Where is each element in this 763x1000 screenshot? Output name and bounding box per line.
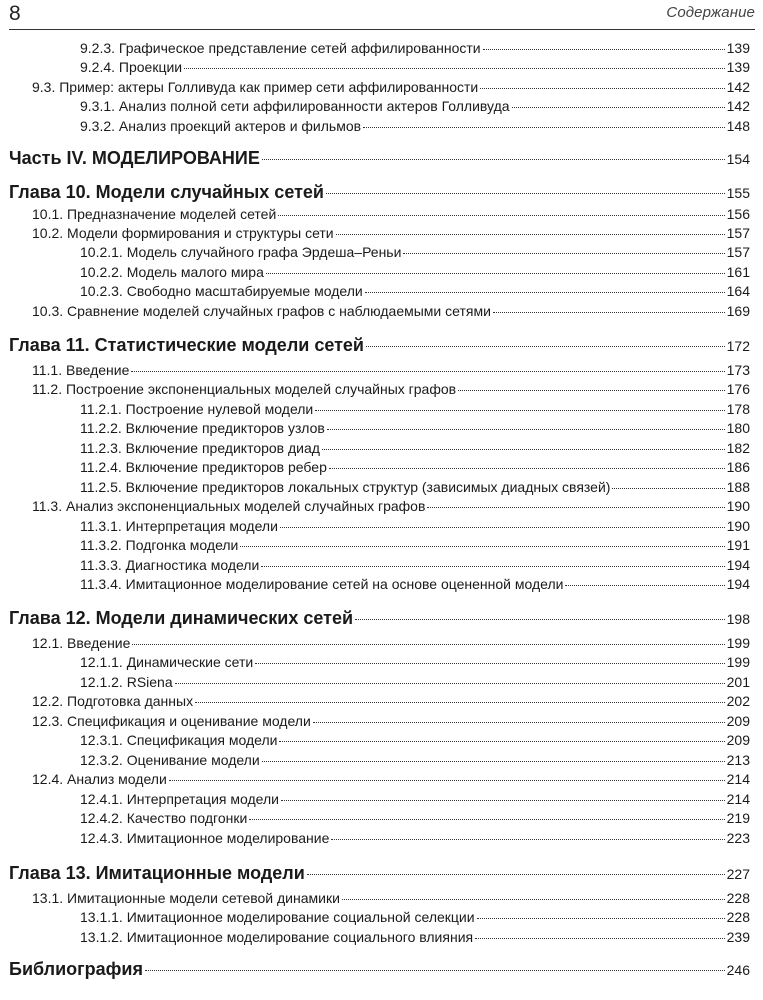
- toc-title: 11.2.1. Построение нулевой модели: [80, 401, 314, 417]
- toc-title: 9.3.1. Анализ полной сети аффилированности актеров Голливуда: [80, 98, 510, 114]
- leader-dots: [483, 49, 725, 50]
- toc-entry: [0, 97, 750, 116]
- toc-entry: [0, 380, 750, 399]
- toc-page-number: 213: [726, 752, 750, 768]
- toc-entry: [0, 39, 750, 58]
- toc-title: 12.1.2. RSiena: [80, 674, 173, 690]
- toc-page-number: 219: [726, 810, 750, 826]
- toc-page-number: 157: [726, 244, 750, 260]
- toc-title: 11.3. Анализ экспоненциальных моделей случайных графов: [32, 498, 426, 514]
- toc-heading: [0, 958, 750, 982]
- toc-entry: [0, 634, 750, 653]
- leader-dots: [262, 159, 725, 160]
- toc-entry: [0, 458, 750, 477]
- toc-page-number: 199: [726, 654, 750, 670]
- toc-entry: [0, 536, 750, 555]
- toc-title: Часть IV. МОДЕЛИРОВАНИЕ: [9, 148, 260, 168]
- leader-dots: [169, 780, 725, 781]
- toc-entry: [0, 712, 750, 731]
- toc-entry: [0, 224, 750, 243]
- toc-entry: [0, 770, 750, 789]
- toc-entry: [0, 302, 750, 321]
- toc-title: 11.3.1. Интерпретация модели: [80, 518, 278, 534]
- toc-title: 11.2.5. Включение предикторов локальных структур (зависимых диадных связей): [80, 479, 611, 495]
- toc-page-number: 142: [726, 79, 750, 95]
- leader-dots: [322, 449, 725, 450]
- leader-dots: [475, 938, 725, 939]
- leader-dots: [307, 874, 725, 875]
- toc-entry: [0, 263, 750, 282]
- toc-title: 12.2. Подготовка данных: [32, 693, 194, 709]
- toc-title: Глава 13. Имитационные модели: [9, 863, 305, 883]
- toc-page-number: 209: [726, 732, 750, 748]
- toc-title: 10.2.3. Свободно масштабируемые модели: [80, 283, 363, 299]
- toc-page-number: 228: [726, 890, 750, 906]
- leader-dots: [427, 507, 724, 508]
- toc-page-number: 194: [726, 557, 750, 573]
- toc-title: 9.2.3. Графическое представление сетей аффилированности: [80, 40, 481, 56]
- toc-page-number: 214: [726, 771, 750, 787]
- toc-title: 12.4. Анализ модели: [32, 771, 167, 787]
- toc-title: 12.1.1. Динамические сети: [80, 654, 254, 670]
- toc-page-number: 139: [726, 40, 750, 56]
- toc-entry: [0, 205, 750, 224]
- toc-title: 10.2.1. Модель случайного графа Эрдеша–Реньи: [80, 244, 402, 260]
- toc-entry: [0, 790, 750, 809]
- toc-entry: [0, 78, 750, 97]
- leader-dots: [458, 390, 725, 391]
- toc-heading: [0, 607, 750, 631]
- toc-heading: [0, 147, 750, 171]
- toc-page-number: 182: [726, 440, 750, 456]
- toc-page-number: 239: [726, 929, 750, 945]
- toc-entry: [0, 692, 750, 711]
- toc-entry: [0, 282, 750, 301]
- leader-dots: [480, 88, 724, 89]
- leader-dots: [279, 741, 724, 742]
- toc-page-number: 157: [726, 225, 750, 241]
- toc-page-number: 180: [726, 420, 750, 436]
- toc-page-number: 169: [726, 303, 750, 319]
- leader-dots: [326, 193, 725, 194]
- toc-title: 12.3.1. Спецификация модели: [80, 732, 278, 748]
- toc-title: 12.4.3. Имитационное моделирование: [80, 830, 330, 846]
- toc-title: 13.1.2. Имитационное моделирование социального влияния: [80, 929, 474, 945]
- toc-entry: [0, 751, 750, 770]
- toc-title: 9.3. Пример: актеры Голливуда как пример сети аффилированности: [32, 79, 479, 95]
- leader-dots: [315, 410, 724, 411]
- toc-entry: [0, 517, 750, 536]
- toc-page-number: 186: [726, 459, 750, 475]
- toc-heading: [0, 181, 750, 205]
- toc-heading: [0, 862, 750, 886]
- toc-page-number: 227: [726, 866, 750, 882]
- toc-page-number: 148: [726, 118, 750, 134]
- toc-page-number: 194: [726, 576, 750, 592]
- toc-title: 11.3.3. Диагностика модели: [80, 557, 260, 573]
- toc-title: 11.1. Введение: [32, 362, 130, 378]
- toc-title: Библиография: [9, 959, 143, 979]
- toc-title: 13.1.1. Имитационное моделирование социальной селекции: [80, 909, 475, 925]
- toc-page-number: 201: [726, 674, 750, 690]
- toc-title: 11.2.2. Включение предикторов узлов: [80, 420, 325, 436]
- toc-page-number: 202: [726, 693, 750, 709]
- toc-title: 10.1. Предназначение моделей сетей: [32, 206, 277, 222]
- toc-page-number: 209: [726, 713, 750, 729]
- toc-page-number: 223: [726, 830, 750, 846]
- toc-page-number: 156: [726, 206, 750, 222]
- toc-entry: [0, 497, 750, 516]
- toc-entry: [0, 243, 750, 262]
- toc-page-number: 214: [726, 791, 750, 807]
- toc-entry: [0, 653, 750, 672]
- page-number: 8: [9, 2, 21, 25]
- toc-entry: [0, 731, 750, 750]
- leader-dots: [477, 918, 725, 919]
- toc-title: 12.1. Введение: [32, 635, 131, 651]
- leader-dots: [266, 273, 725, 274]
- toc-page-number: 190: [726, 498, 750, 514]
- leader-dots: [195, 702, 725, 703]
- leader-dots: [329, 468, 725, 469]
- leader-dots: [313, 722, 725, 723]
- toc-page-number: 178: [726, 401, 750, 417]
- toc-entry: [0, 889, 750, 908]
- toc-title: 11.2. Построение экспоненциальных моделей случайных графов: [32, 381, 457, 397]
- toc-entry: [0, 478, 750, 497]
- leader-dots: [336, 234, 725, 235]
- toc-entry: [0, 439, 750, 458]
- leader-dots: [175, 683, 725, 684]
- toc-page-number: 164: [726, 283, 750, 299]
- leader-dots: [281, 800, 725, 801]
- toc-page-number: 172: [726, 338, 750, 354]
- toc-title: 9.3.2. Анализ проекций актеров и фильмов: [80, 118, 362, 134]
- toc-title: 13.1. Имитационные модели сетевой динамики: [32, 890, 340, 906]
- toc-title: 10.3. Сравнение моделей случайных графов с наблюдаемыми сетями: [32, 303, 491, 319]
- leader-dots: [363, 127, 725, 128]
- toc-entry: [0, 829, 750, 848]
- toc-page-number: 190: [726, 518, 750, 534]
- toc-entry: [0, 361, 750, 380]
- leader-dots: [280, 527, 725, 528]
- leader-dots: [262, 761, 725, 762]
- leader-dots: [612, 488, 724, 489]
- leader-dots: [255, 663, 724, 664]
- toc-page-number: 199: [726, 635, 750, 651]
- toc-page-number: 161: [726, 264, 750, 280]
- leader-dots: [493, 312, 725, 313]
- toc-entry: [0, 809, 750, 828]
- leader-dots: [249, 819, 724, 820]
- toc-entry: [0, 58, 750, 77]
- leader-dots: [565, 585, 724, 586]
- leader-dots: [355, 619, 725, 620]
- toc-title: 11.2.3. Включение предикторов диад: [80, 440, 320, 456]
- toc-entry: [0, 419, 750, 438]
- toc-title: 11.3.2. Подгонка модели: [80, 537, 239, 553]
- toc-page-number: 139: [726, 59, 750, 75]
- toc-title: 12.3. Спецификация и оценивание модели: [32, 713, 311, 729]
- leader-dots: [240, 546, 724, 547]
- leader-dots: [366, 346, 725, 347]
- leader-dots: [131, 371, 724, 372]
- toc-page-number: 176: [726, 381, 750, 397]
- toc-title: 12.3.2. Оценивание модели: [80, 752, 260, 768]
- toc-title: 11.2.4. Включение предикторов ребер: [80, 459, 327, 475]
- toc-title: 12.4.1. Интерпретация модели: [80, 791, 279, 807]
- leader-dots: [278, 215, 724, 216]
- toc-page-number: 198: [726, 611, 750, 627]
- toc-title: Глава 12. Модели динамических сетей: [9, 608, 354, 628]
- leader-dots: [331, 839, 724, 840]
- toc-title: 10.2.2. Модель малого мира: [80, 264, 264, 280]
- leader-dots: [342, 899, 725, 900]
- toc-entry: [0, 908, 750, 927]
- leader-dots: [327, 429, 725, 430]
- toc-title: Глава 10. Модели случайных сетей: [9, 182, 324, 202]
- leader-dots: [261, 566, 724, 567]
- leader-dots: [184, 68, 725, 69]
- toc-page-number: 154: [726, 151, 750, 167]
- toc-title: 10.2. Модели формирования и структуры сети: [32, 225, 334, 241]
- leader-dots: [132, 644, 724, 645]
- toc-heading: [0, 334, 750, 358]
- toc-page-number: 188: [726, 479, 750, 495]
- leader-dots: [365, 292, 725, 293]
- toc-title: Глава 11. Статистические модели сетей: [9, 335, 364, 355]
- toc-page-number: 142: [726, 98, 750, 114]
- running-head: Содержание: [666, 4, 755, 21]
- toc-entry: [0, 556, 750, 575]
- toc-entry: [0, 400, 750, 419]
- toc-page-number: 246: [726, 962, 750, 978]
- toc-entry: [0, 928, 750, 947]
- toc-title: 12.4.2. Качество подгонки: [80, 810, 248, 826]
- leader-dots: [145, 970, 725, 971]
- toc-page-number: 173: [726, 362, 750, 378]
- toc-entry: [0, 673, 750, 692]
- toc-title: 11.3.4. Имитационное моделирование сетей на основе оцененной модели: [80, 576, 564, 592]
- toc-entry: [0, 575, 750, 594]
- toc-page-number: 155: [726, 185, 750, 201]
- toc-page-number: 191: [726, 537, 750, 553]
- toc-entry: [0, 117, 750, 136]
- leader-dots: [403, 253, 724, 254]
- toc-page-number: 228: [726, 909, 750, 925]
- leader-dots: [512, 107, 725, 108]
- toc-title: 9.2.4. Проекции: [80, 59, 183, 75]
